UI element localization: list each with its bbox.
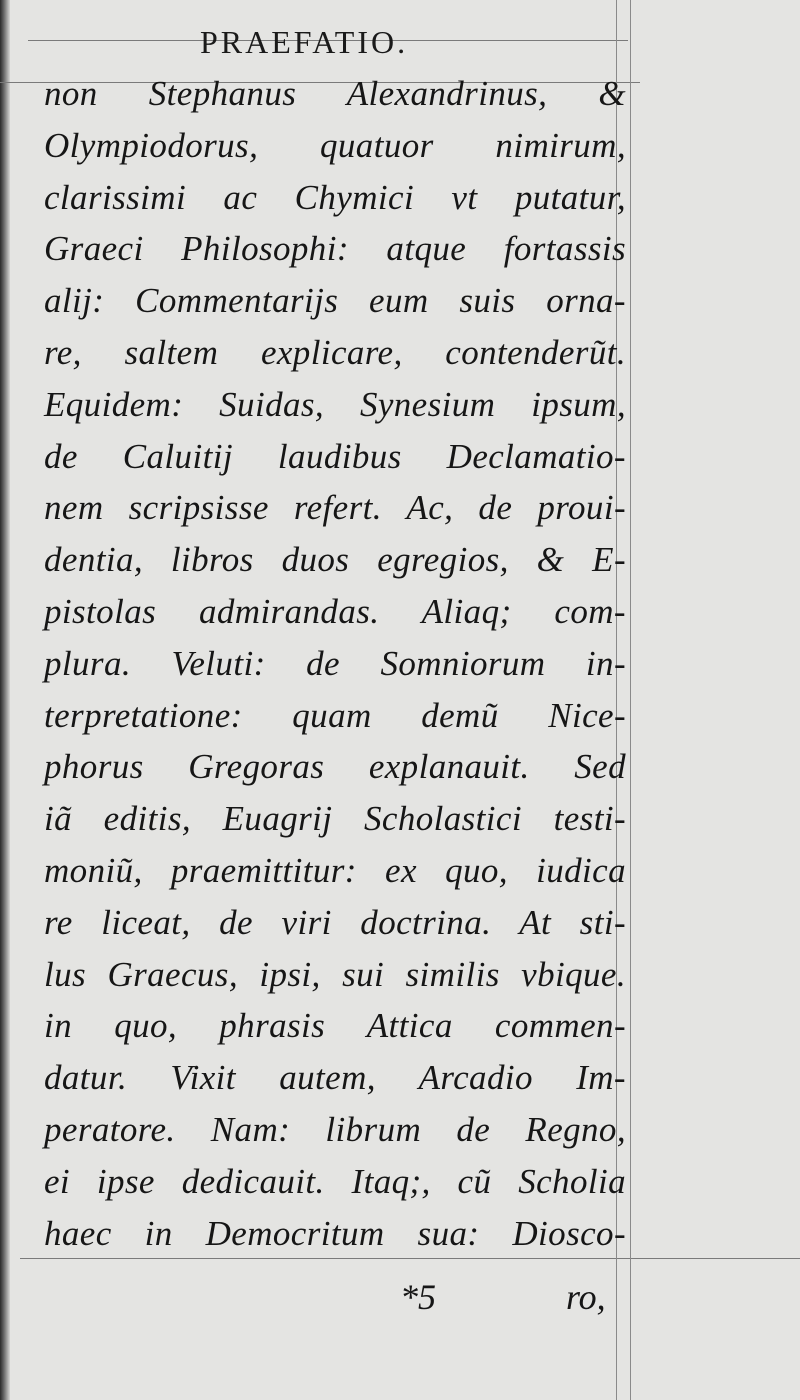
signature-mark: *5	[400, 1277, 436, 1317]
right-rule-outer	[630, 0, 631, 1400]
text-line: nem scripsisse refert. Ac, de proui-	[44, 488, 626, 528]
text-line: peratore. Nam: librum de Regno,	[44, 1109, 626, 1149]
text-line: re liceat, de viri doctrina. At sti-	[44, 902, 626, 942]
text-line: re, saltem explicare, contenderũt.	[44, 332, 626, 372]
text-line: clarissimi ac Chymici vt putatur,	[44, 177, 626, 217]
text-line: pistolas admirandas. Aliaq; com-	[44, 591, 626, 631]
text-line: non Stephanus Alexandrinus, &	[44, 74, 626, 113]
text-line: haec in Democritum sua: Diosco-	[44, 1213, 626, 1253]
text-line: phorus Gregoras explanauit. Sed	[44, 747, 626, 787]
text-line: datur. Vixit autem, Arcadio Im-	[44, 1058, 626, 1098]
text-line: alij: Commentarijs eum suis orna-	[44, 281, 626, 321]
text-line: dentia, libros duos egregios, & E-	[44, 540, 626, 580]
page-edge-shadow	[0, 0, 10, 1400]
text-line: plura. Veluti: de Somniorum in-	[44, 643, 626, 683]
text-line: in quo, phrasis Attica commen-	[44, 1006, 626, 1046]
text-line: terpretatione: quam demũ Nice-	[44, 695, 626, 735]
text-line: Graeci Philosophi: atque fortassis	[44, 229, 626, 269]
text-line: moniũ, praemittitur: ex quo, iudica	[44, 850, 626, 890]
running-head: PRAEFATIO.	[200, 24, 409, 60]
text-line: Equidem: Suidas, Synesium ipsum,	[44, 384, 626, 424]
text-line: lus Graecus, ipsi, sui similis vbique.	[44, 954, 626, 994]
catchword: ro,	[566, 1277, 606, 1317]
text-line: Olympiodorus, quatuor nimirum,	[44, 125, 626, 165]
text-line: ei ipse dedicauit. Itaq;, cũ Scholia	[44, 1161, 626, 1201]
text-line: de Caluitij laudibus Declamatio-	[44, 436, 626, 476]
body-text	[44, 68, 626, 1259]
text-line: iã editis, Euagrij Scholastici testi-	[44, 799, 626, 839]
